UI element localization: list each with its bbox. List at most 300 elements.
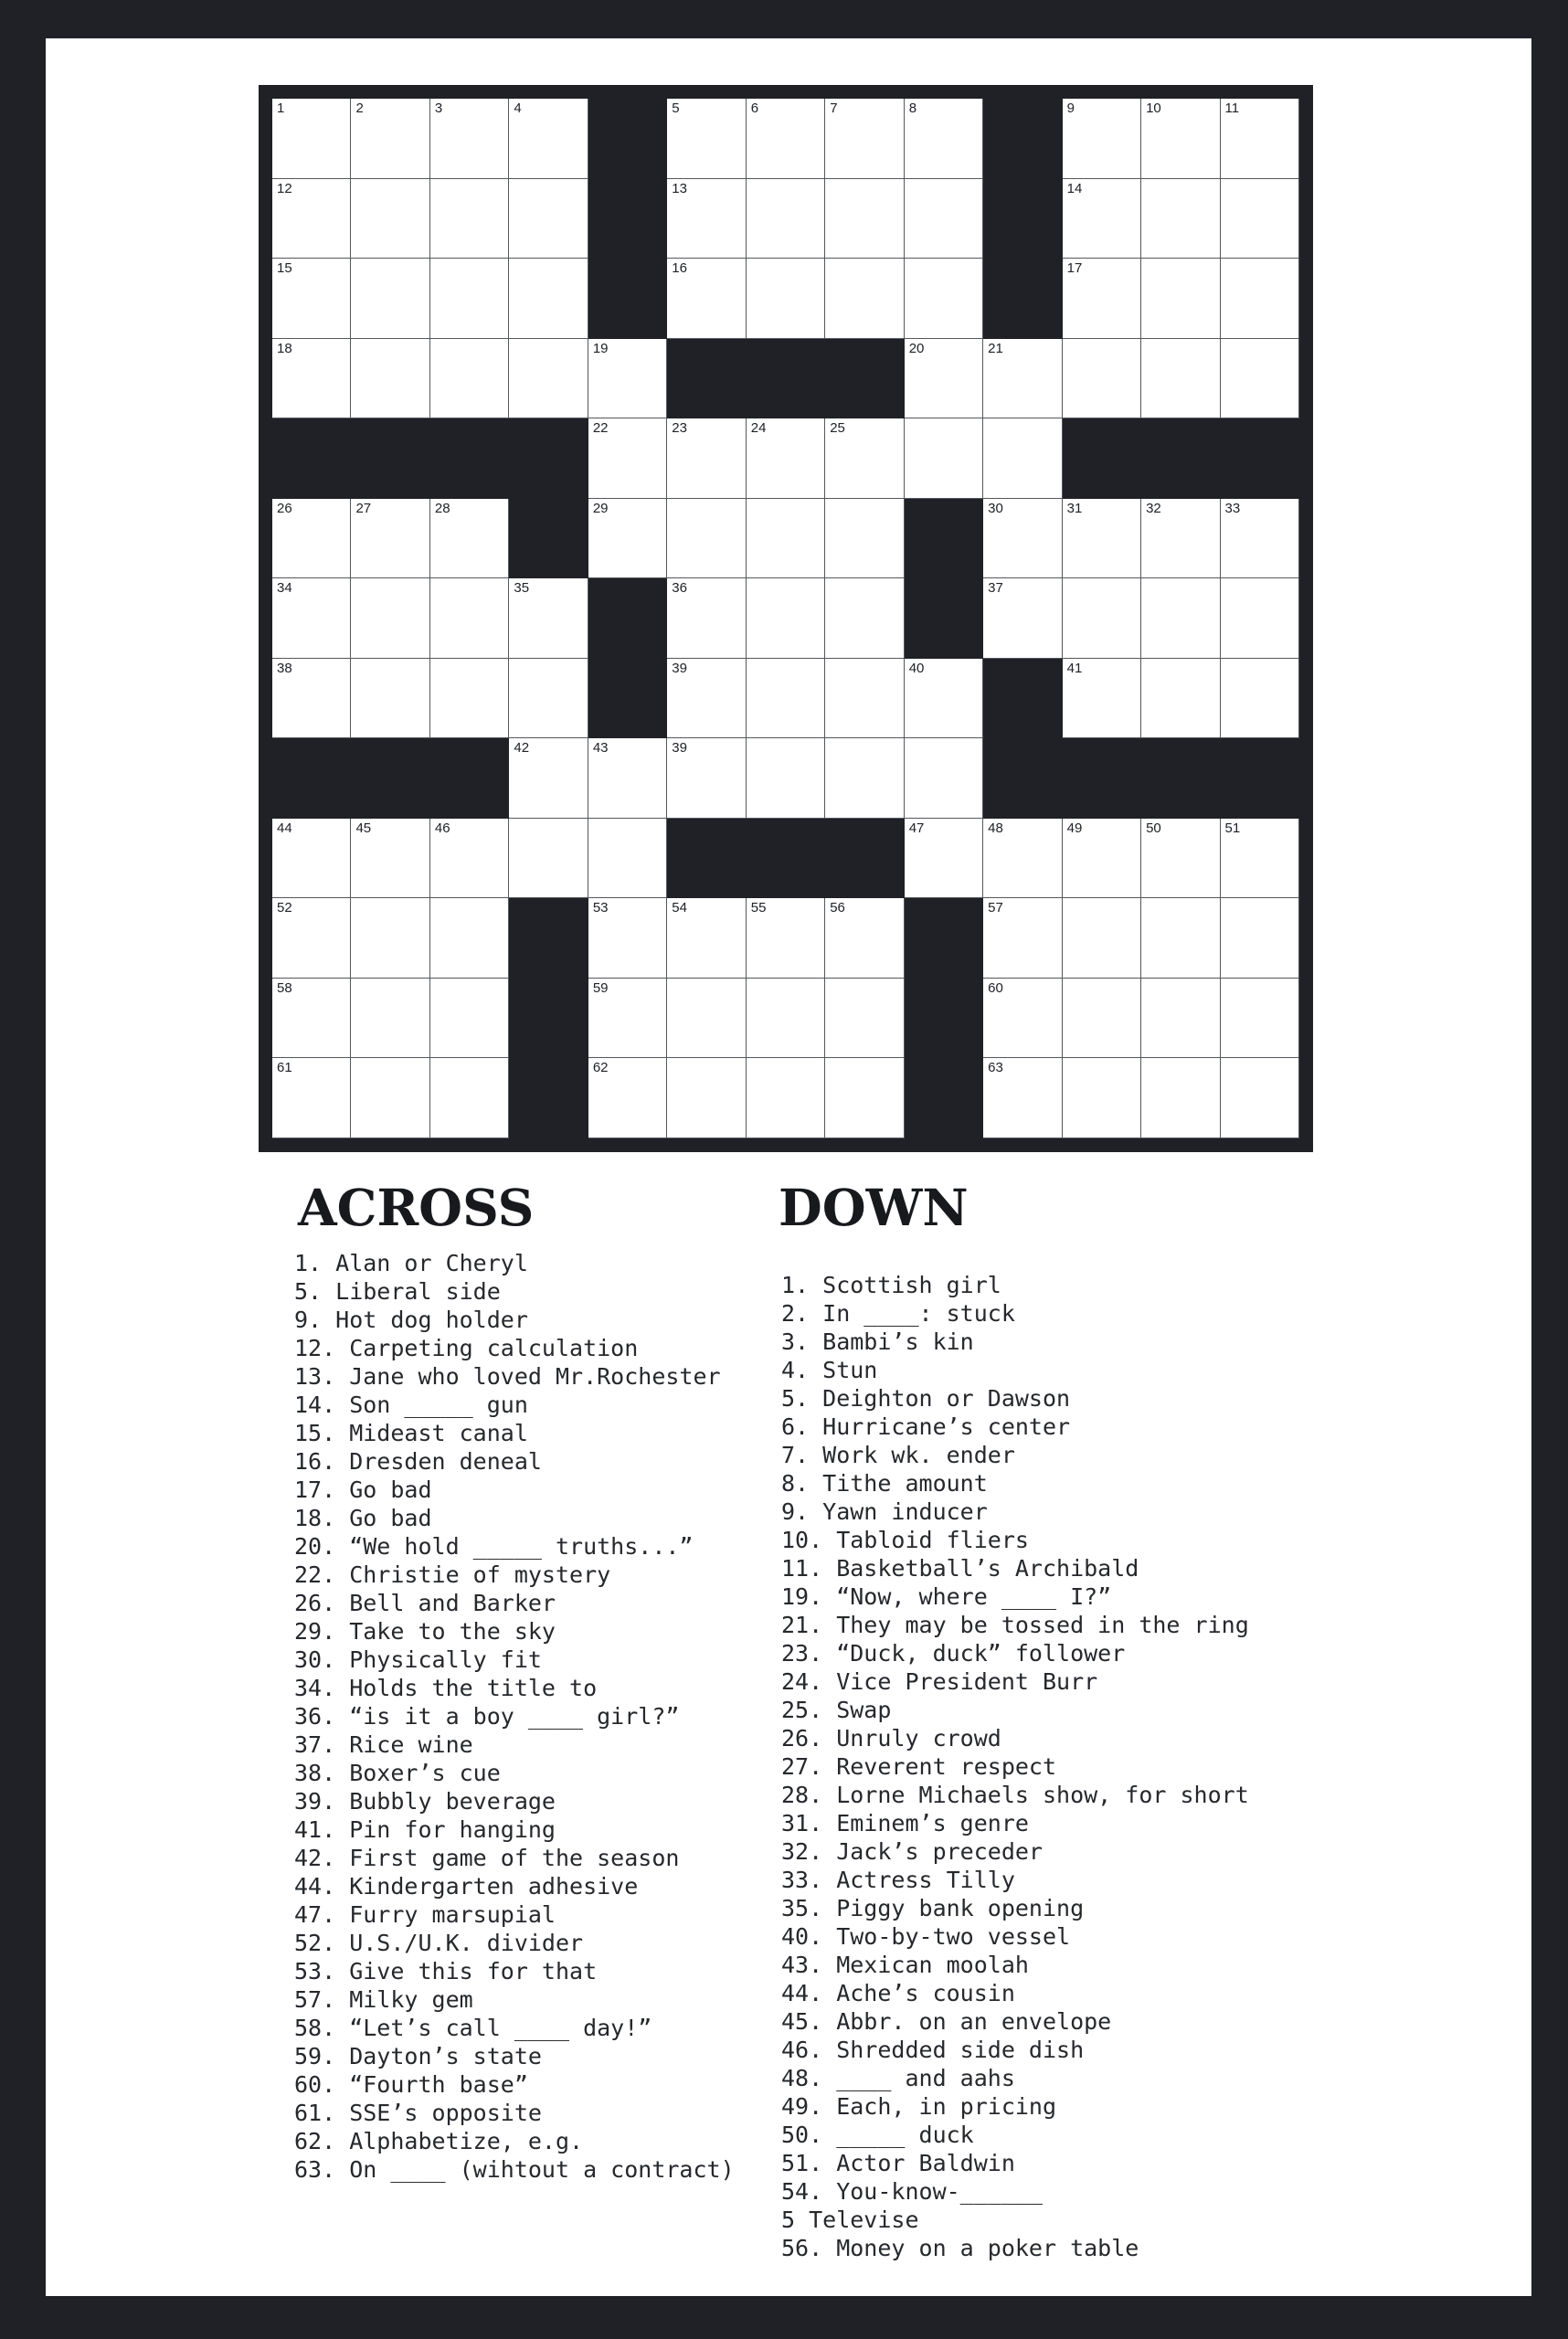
black-cell xyxy=(983,738,1062,819)
down-clue: 31. Eminem’s genre xyxy=(781,1810,1029,1836)
grid-cell[interactable] xyxy=(747,898,825,979)
black-cell xyxy=(588,99,667,179)
down-clue: 1. Scottish girl xyxy=(781,1272,1001,1298)
black-cell xyxy=(430,418,509,499)
grid-cell[interactable] xyxy=(983,979,1062,1059)
black-cell xyxy=(905,979,983,1059)
grid-cell[interactable] xyxy=(509,259,588,339)
cell-number: 10 xyxy=(1146,101,1161,116)
grid-cell[interactable] xyxy=(351,99,429,179)
grid-cell[interactable] xyxy=(1063,259,1141,339)
cell-number: 51 xyxy=(1224,820,1241,836)
cell-number: 33 xyxy=(1224,500,1241,516)
cell-number: 27 xyxy=(355,500,372,516)
cell-number: 61 xyxy=(277,1060,292,1076)
grid-cell[interactable] xyxy=(351,659,429,739)
cell-number: 38 xyxy=(277,660,292,676)
across-clue: 58. “Let’s call ____ day!” xyxy=(294,2015,652,2041)
cell-number: 16 xyxy=(672,260,687,277)
cell-number: 57 xyxy=(988,900,1003,916)
grid-cell[interactable] xyxy=(509,99,588,179)
grid-cell[interactable] xyxy=(825,898,904,979)
grid-cell[interactable] xyxy=(509,578,588,659)
down-clue: 2. In ____: stuck xyxy=(781,1300,1015,1327)
grid-cell[interactable] xyxy=(272,979,351,1059)
cell-number: 36 xyxy=(672,580,687,597)
across-clue: 15. Mideast canal xyxy=(294,1420,528,1446)
black-cell xyxy=(983,259,1062,339)
down-clue: 48. ____ and aahs xyxy=(781,2065,1015,2091)
cell-number: 62 xyxy=(592,1060,609,1076)
grid-cell[interactable] xyxy=(588,898,667,979)
across-clue: 47. Furry marsupial xyxy=(294,1901,556,1928)
grid-cell[interactable] xyxy=(430,99,509,179)
grid-cell[interactable] xyxy=(667,738,746,819)
grid-cell[interactable] xyxy=(825,499,904,579)
grid-cell[interactable] xyxy=(1221,179,1299,259)
across-clue: 9. Hot dog holder xyxy=(294,1307,528,1333)
cell-number: 60 xyxy=(988,979,1003,996)
black-cell xyxy=(588,179,667,259)
across-clue: 62. Alphabetize, e.g. xyxy=(294,2128,584,2154)
down-title: DOWN xyxy=(779,1178,969,1237)
grid-cell[interactable] xyxy=(747,979,825,1059)
down-clue: 19. “Now, where ____ I?” xyxy=(781,1583,1112,1610)
grid-cell[interactable] xyxy=(667,1058,746,1138)
grid-cell[interactable] xyxy=(983,819,1062,899)
grid-cell[interactable] xyxy=(351,179,429,259)
black-cell xyxy=(905,499,983,579)
black-cell xyxy=(509,499,588,579)
cell-number: 17 xyxy=(1066,260,1083,277)
cell-number: 15 xyxy=(277,260,292,277)
cell-number: 26 xyxy=(277,500,292,516)
grid-cell[interactable] xyxy=(1141,179,1220,259)
cell-number: 55 xyxy=(750,900,767,916)
grid-cell[interactable] xyxy=(1063,99,1141,179)
cell-number: 7 xyxy=(830,101,838,116)
grid-cell[interactable] xyxy=(825,578,904,659)
grid-cell[interactable] xyxy=(825,738,904,819)
grid-cell[interactable] xyxy=(825,1058,904,1138)
grid-cell[interactable] xyxy=(509,179,588,259)
cell-number: 58 xyxy=(277,979,292,996)
grid-cell[interactable] xyxy=(983,339,1062,419)
grid-cell[interactable] xyxy=(747,578,825,659)
grid-cell[interactable] xyxy=(747,499,825,579)
grid-cell[interactable] xyxy=(272,578,351,659)
cell-number: 24 xyxy=(750,420,767,437)
cell-number: 34 xyxy=(277,580,292,597)
down-clue: 7. Work wk. ender xyxy=(781,1442,1015,1468)
grid-cell[interactable] xyxy=(825,179,904,259)
down-clue: 45. Abbr. on an envelope xyxy=(781,2008,1112,2035)
grid-cell[interactable] xyxy=(747,179,825,259)
grid-cell[interactable] xyxy=(351,259,429,339)
cell-number: 42 xyxy=(514,740,530,757)
grid-cell[interactable] xyxy=(667,99,746,179)
grid-cell[interactable] xyxy=(1141,578,1220,659)
down-clue: 50. _____ duck xyxy=(781,2122,974,2148)
grid-cell[interactable] xyxy=(1141,659,1220,739)
across-clue: 60. “Fourth base” xyxy=(294,2071,528,2098)
black-cell xyxy=(1063,418,1141,499)
grid-cell[interactable] xyxy=(351,499,429,579)
down-clue: 44. Ache’s cousin xyxy=(781,1980,1015,2006)
grid-cell[interactable] xyxy=(1063,979,1141,1059)
grid-cell[interactable] xyxy=(747,738,825,819)
across-clue: 38. Boxer’s cue xyxy=(294,1760,501,1786)
cell-number: 37 xyxy=(988,580,1003,597)
grid-cell[interactable] xyxy=(905,339,983,419)
cell-number: 56 xyxy=(830,900,845,916)
black-cell xyxy=(1141,738,1220,819)
down-clue: 6. Hurricane’s center xyxy=(781,1413,1071,1440)
grid-cell[interactable] xyxy=(667,578,746,659)
cell-number: 5 xyxy=(672,101,680,116)
cell-number: 50 xyxy=(1146,820,1161,836)
black-cell xyxy=(983,99,1062,179)
cell-number: 39 xyxy=(672,740,687,757)
grid-cell[interactable] xyxy=(509,738,588,819)
grid-cell[interactable] xyxy=(588,499,667,579)
grid-cell[interactable] xyxy=(1141,339,1220,419)
grid-cell[interactable] xyxy=(1141,979,1220,1059)
cell-number: 23 xyxy=(672,420,687,437)
cell-number: 19 xyxy=(592,340,609,356)
black-cell xyxy=(667,339,746,419)
grid-cell[interactable] xyxy=(667,259,746,339)
grid-cell[interactable] xyxy=(588,819,667,899)
grid-cell[interactable] xyxy=(351,1058,429,1138)
down-clue: 35. Piggy bank opening xyxy=(781,1895,1085,1921)
black-cell xyxy=(588,259,667,339)
cell-number: 2 xyxy=(355,101,364,116)
grid-cell[interactable] xyxy=(747,659,825,739)
cell-number: 4 xyxy=(514,101,522,116)
across-clue: 29. Take to the sky xyxy=(294,1618,556,1645)
cell-number: 22 xyxy=(592,420,609,437)
grid-cell[interactable] xyxy=(351,578,429,659)
grid-cell[interactable] xyxy=(983,898,1062,979)
black-cell xyxy=(351,418,429,499)
grid-cell[interactable] xyxy=(667,499,746,579)
across-clue: 13. Jane who loved Mr.Rochester xyxy=(294,1363,721,1390)
cell-number: 43 xyxy=(592,740,609,757)
cell-number: 52 xyxy=(277,900,292,916)
cell-number: 49 xyxy=(1066,820,1083,836)
across-clue: 63. On ____ (wihtout a contract) xyxy=(294,2156,735,2183)
grid-cell[interactable] xyxy=(1063,898,1141,979)
cell-number: 41 xyxy=(1066,660,1083,676)
cell-number: 12 xyxy=(277,180,292,196)
across-clue: 17. Go bad xyxy=(294,1476,432,1503)
crossword-grid-frame xyxy=(259,85,1313,1152)
grid-cell[interactable] xyxy=(1221,1058,1299,1138)
grid-cell[interactable] xyxy=(667,179,746,259)
across-title: ACROSS xyxy=(298,1178,535,1237)
across-clue: 16. Dresden deneal xyxy=(294,1448,542,1475)
across-clue: 53. Give this for that xyxy=(294,1958,598,1984)
grid-cell[interactable] xyxy=(351,898,429,979)
grid-cell[interactable] xyxy=(430,259,509,339)
down-clue: 27. Reverent respect xyxy=(781,1753,1057,1780)
grid-cell[interactable] xyxy=(272,819,351,899)
black-cell xyxy=(351,738,429,819)
grid-cell[interactable] xyxy=(983,578,1062,659)
black-cell xyxy=(983,659,1062,739)
black-cell xyxy=(905,578,983,659)
across-clue: 61. SSE’s opposite xyxy=(294,2100,542,2126)
grid-cell[interactable] xyxy=(1221,578,1299,659)
grid-cell[interactable] xyxy=(588,418,667,499)
grid-cell[interactable] xyxy=(747,99,825,179)
crossword-grid[interactable] xyxy=(272,99,1299,1138)
grid-cell[interactable] xyxy=(983,499,1062,579)
grid-cell[interactable] xyxy=(1063,499,1141,579)
across-clue: 12. Carpeting calculation xyxy=(294,1335,639,1361)
grid-cell[interactable] xyxy=(667,979,746,1059)
across-clue: 36. “is it a boy ____ girl?” xyxy=(294,1703,680,1730)
cell-number: 40 xyxy=(908,660,925,676)
cell-number: 18 xyxy=(277,340,292,356)
grid-cell[interactable] xyxy=(430,898,509,979)
black-cell xyxy=(667,819,746,899)
grid-cell[interactable] xyxy=(272,659,351,739)
cell-number: 46 xyxy=(434,820,450,836)
grid-cell[interactable] xyxy=(825,659,904,739)
across-clue: 1. Alan or Cheryl xyxy=(294,1250,528,1276)
grid-cell[interactable] xyxy=(1221,99,1299,179)
grid-cell[interactable] xyxy=(747,1058,825,1138)
down-clue: 43. Mexican moolah xyxy=(781,1952,1029,1978)
cell-number: 25 xyxy=(830,420,845,437)
grid-cell[interactable] xyxy=(983,1058,1062,1138)
down-clue: 32. Jack’s preceder xyxy=(781,1838,1043,1865)
cell-number: 3 xyxy=(434,101,443,116)
grid-cell[interactable] xyxy=(1063,339,1141,419)
grid-cell[interactable] xyxy=(1063,659,1141,739)
grid-cell[interactable] xyxy=(351,819,429,899)
grid-cell[interactable] xyxy=(351,979,429,1059)
grid-cell[interactable] xyxy=(1221,979,1299,1059)
across-clue: 44. Kindergarten adhesive xyxy=(294,1873,639,1900)
black-cell xyxy=(509,979,588,1059)
cell-number: 20 xyxy=(908,340,925,356)
across-clue: 26. Bell and Barker xyxy=(294,1590,556,1616)
grid-cell[interactable] xyxy=(1141,819,1220,899)
cell-number: 6 xyxy=(750,101,759,116)
down-clue: 23. “Duck, duck” follower xyxy=(781,1640,1126,1667)
grid-cell[interactable] xyxy=(1063,1058,1141,1138)
grid-cell[interactable] xyxy=(905,819,983,899)
grid-cell[interactable] xyxy=(1141,259,1220,339)
grid-cell[interactable] xyxy=(1063,179,1141,259)
black-cell xyxy=(825,819,904,899)
black-cell xyxy=(1221,418,1299,499)
cell-number: 59 xyxy=(592,979,609,996)
cell-number: 47 xyxy=(908,820,925,836)
down-clue: 21. They may be tossed in the ring xyxy=(781,1612,1249,1638)
grid-cell[interactable] xyxy=(905,259,983,339)
grid-cell[interactable] xyxy=(905,738,983,819)
grid-cell[interactable] xyxy=(588,1058,667,1138)
grid-cell[interactable] xyxy=(747,418,825,499)
cell-number: 29 xyxy=(592,500,609,516)
grid-cell[interactable] xyxy=(272,1058,351,1138)
down-clue: 4. Stun xyxy=(781,1357,878,1383)
down-clue: 5. Deighton or Dawson xyxy=(781,1385,1071,1412)
grid-cell[interactable] xyxy=(272,99,351,179)
black-cell xyxy=(588,578,667,659)
black-cell xyxy=(905,898,983,979)
grid-cell[interactable] xyxy=(272,339,351,419)
grid-cell[interactable] xyxy=(1141,1058,1220,1138)
black-cell xyxy=(825,339,904,419)
down-clue: 33. Actress Tilly xyxy=(781,1867,1015,1893)
grid-cell[interactable] xyxy=(747,259,825,339)
across-clue-list xyxy=(294,1249,779,2184)
black-cell xyxy=(1221,738,1299,819)
grid-cell[interactable] xyxy=(272,898,351,979)
black-cell xyxy=(983,179,1062,259)
grid-cell[interactable] xyxy=(825,979,904,1059)
grid-cell[interactable] xyxy=(1221,659,1299,739)
cell-number: 1 xyxy=(277,101,285,116)
grid-cell[interactable] xyxy=(272,499,351,579)
grid-cell[interactable] xyxy=(667,898,746,979)
black-cell xyxy=(509,1058,588,1138)
grid-cell[interactable] xyxy=(983,418,1062,499)
grid-cell[interactable] xyxy=(825,418,904,499)
black-cell xyxy=(509,418,588,499)
cell-number: 30 xyxy=(988,500,1003,516)
cell-number: 8 xyxy=(908,101,917,116)
grid-cell[interactable] xyxy=(430,1058,509,1138)
black-cell xyxy=(905,1058,983,1138)
across-clue: 52. U.S./U.K. divider xyxy=(294,1930,584,1956)
grid-cell[interactable] xyxy=(509,659,588,739)
grid-cell[interactable] xyxy=(272,179,351,259)
down-clue: 49. Each, in pricing xyxy=(781,2093,1057,2120)
cell-number: 14 xyxy=(1066,180,1083,196)
cell-number: 9 xyxy=(1066,101,1075,116)
cell-number: 32 xyxy=(1146,500,1161,516)
down-clue: 56. Money on a poker table xyxy=(781,2235,1139,2261)
down-clue: 54. You-know-______ xyxy=(781,2178,1043,2205)
grid-cell[interactable] xyxy=(1221,499,1299,579)
across-clue: 30. Physically fit xyxy=(294,1646,542,1673)
grid-cell[interactable] xyxy=(430,339,509,419)
black-cell xyxy=(1063,738,1141,819)
down-clue: 26. Unruly crowd xyxy=(781,1725,1001,1752)
across-clue: 42. First game of the season xyxy=(294,1845,680,1871)
cell-number: 21 xyxy=(988,340,1003,356)
black-cell xyxy=(272,418,351,499)
grid-cell[interactable] xyxy=(1141,99,1220,179)
grid-cell[interactable] xyxy=(272,259,351,339)
grid-cell[interactable] xyxy=(509,339,588,419)
grid-cell[interactable] xyxy=(1063,819,1141,899)
across-clue: 5. Liberal side xyxy=(294,1278,501,1305)
down-clue: 40. Two-by-two vessel xyxy=(781,1923,1071,1950)
down-clue: 5 Televise xyxy=(781,2207,919,2233)
across-clue: 57. Milky gem xyxy=(294,1986,473,2013)
down-clue: 9. Yawn inducer xyxy=(781,1498,988,1525)
down-clue-list xyxy=(781,1271,1302,2262)
black-cell xyxy=(272,738,351,819)
black-cell xyxy=(1141,418,1220,499)
grid-cell[interactable] xyxy=(1221,259,1299,339)
down-clue: 3. Bambi’s kin xyxy=(781,1328,974,1355)
grid-cell[interactable] xyxy=(905,179,983,259)
across-clue: 22. Christie of mystery xyxy=(294,1561,611,1588)
black-cell xyxy=(509,898,588,979)
grid-cell[interactable] xyxy=(1063,578,1141,659)
grid-cell[interactable] xyxy=(667,659,746,739)
grid-cell[interactable] xyxy=(1141,499,1220,579)
cell-number: 63 xyxy=(988,1060,1003,1076)
grid-cell[interactable] xyxy=(905,418,983,499)
grid-cell[interactable] xyxy=(430,819,509,899)
across-clue: 14. Son _____ gun xyxy=(294,1392,528,1418)
across-clue: 34. Holds the title to xyxy=(294,1675,598,1701)
grid-cell[interactable] xyxy=(430,659,509,739)
down-clue: 28. Lorne Michaels show, for short xyxy=(781,1782,1249,1808)
grid-cell[interactable] xyxy=(1141,898,1220,979)
grid-cell[interactable] xyxy=(430,179,509,259)
grid-cell[interactable] xyxy=(430,499,509,579)
down-clue: 11. Basketball’s Archibald xyxy=(781,1555,1139,1582)
down-clue: 46. Shredded side dish xyxy=(781,2037,1085,2063)
grid-cell[interactable] xyxy=(430,578,509,659)
cell-number: 48 xyxy=(988,820,1003,836)
across-clue: 59. Dayton’s state xyxy=(294,2043,542,2069)
black-cell xyxy=(747,339,825,419)
cell-number: 45 xyxy=(355,820,372,836)
cell-number: 13 xyxy=(672,180,687,196)
grid-cell[interactable] xyxy=(825,99,904,179)
across-clue: 39. Bubbly beverage xyxy=(294,1788,556,1815)
grid-cell[interactable] xyxy=(825,259,904,339)
cell-number: 31 xyxy=(1066,500,1083,516)
grid-cell[interactable] xyxy=(905,659,983,739)
grid-cell[interactable] xyxy=(588,339,667,419)
cell-number: 11 xyxy=(1224,101,1240,116)
down-clue: 51. Actor Baldwin xyxy=(781,2150,1015,2176)
across-clue: 41. Pin for hanging xyxy=(294,1816,556,1843)
grid-cell[interactable] xyxy=(351,339,429,419)
across-clue: 20. “We hold _____ truths...” xyxy=(294,1533,694,1560)
grid-cell[interactable] xyxy=(588,738,667,819)
grid-cell[interactable] xyxy=(509,819,588,899)
grid-cell[interactable] xyxy=(1221,819,1299,899)
down-clue: 24. Vice President Burr xyxy=(781,1668,1098,1695)
down-clue: 25. Swap xyxy=(781,1697,892,1723)
grid-cell[interactable] xyxy=(430,979,509,1059)
cell-number: 54 xyxy=(672,900,687,916)
across-clue: 18. Go bad xyxy=(294,1505,432,1531)
grid-cell[interactable] xyxy=(1221,339,1299,419)
grid-cell[interactable] xyxy=(905,99,983,179)
grid-cell[interactable] xyxy=(1221,898,1299,979)
across-clue: 37. Rice wine xyxy=(294,1731,473,1758)
cell-number: 28 xyxy=(434,500,450,516)
grid-cell[interactable] xyxy=(667,418,746,499)
cell-number: 39 xyxy=(672,660,687,676)
grid-cell[interactable] xyxy=(588,979,667,1059)
down-clue: 10. Tabloid fliers xyxy=(781,1527,1029,1553)
